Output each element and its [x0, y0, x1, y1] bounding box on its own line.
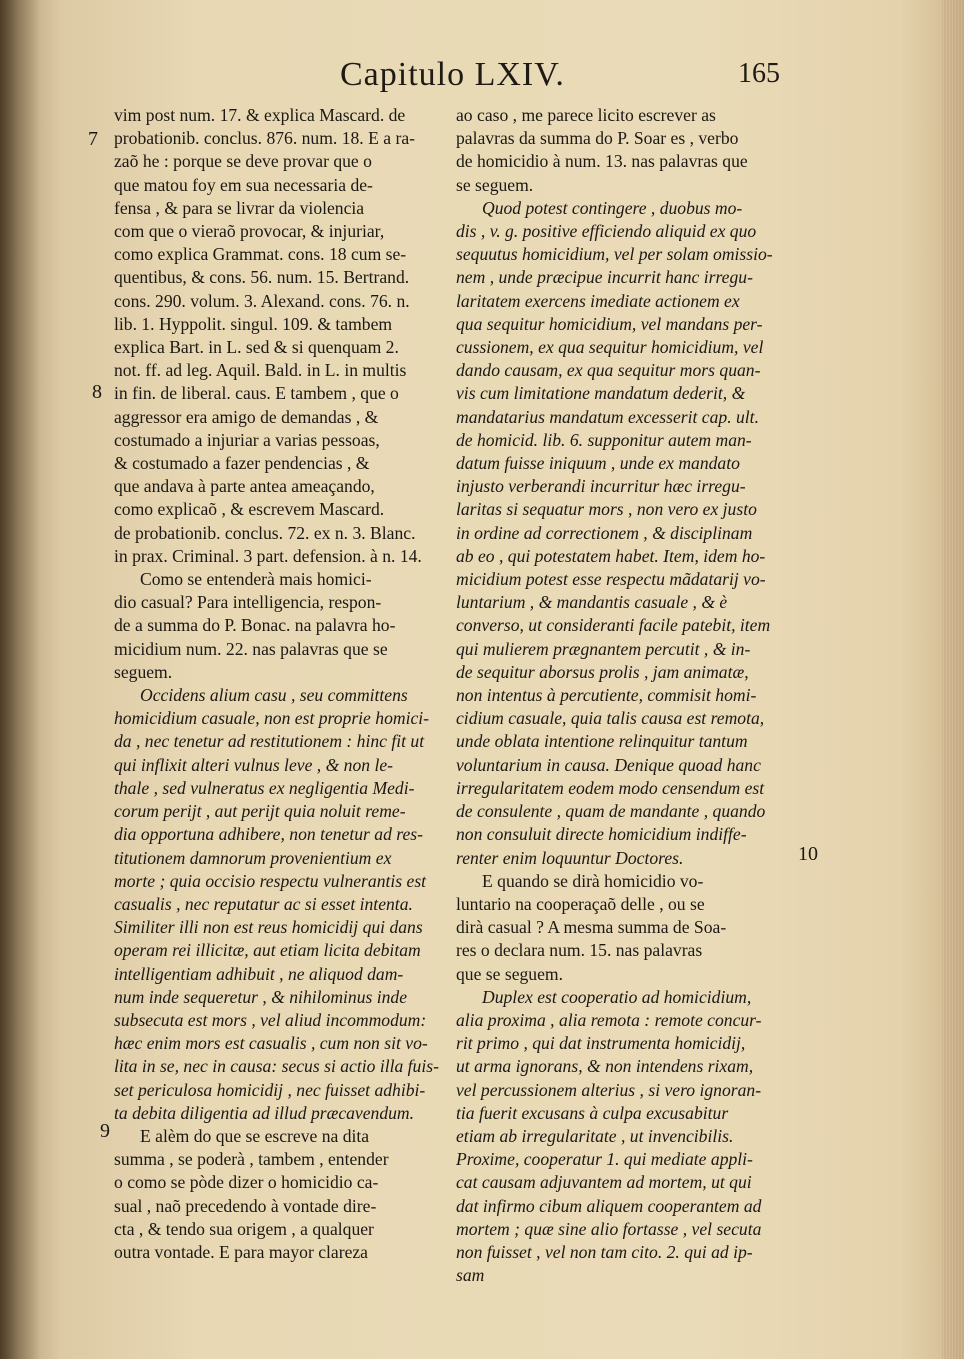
- text-line: palavras da summa do P. Soar es , verbo: [456, 128, 739, 149]
- text-line: res o declara num. 15. nas palavras: [456, 940, 703, 961]
- text-line: & costumado a fazer pendencias , &: [114, 453, 370, 474]
- text-line: de homicidio à num. 13. nas palavras que: [456, 151, 748, 172]
- text-line: de probationib. conclus. 72. ex n. 3. Blanc.: [114, 522, 416, 543]
- text-line: de consulente , quam de mandante , quando: [456, 801, 766, 822]
- text-line: que se seguem.: [456, 963, 563, 984]
- text-line: costumado a injuriar a varias pessoas,: [114, 429, 380, 450]
- text-line: como explicaõ , & escrevem Mascard.: [114, 499, 385, 520]
- text-line: de homicid. lib. 6. supponitur autem man-: [456, 429, 752, 450]
- right-column: [456, 104, 796, 1287]
- text-line: E quando se dirà homicidio vo-: [482, 870, 704, 891]
- text-line: se seguem.: [456, 174, 534, 195]
- text-line: laritas si sequatur mors , non vero ex justo: [456, 499, 757, 520]
- text-line: vim post num. 17. & explica Mascard. de: [114, 105, 406, 125]
- text-line: micidium num. 22. nas palavras que se: [114, 638, 388, 659]
- text-line: thale , sed vulneratus ex negligentia Medi-: [114, 777, 415, 798]
- text-line: Quod potest contingere , duobus mo-: [482, 197, 743, 218]
- text-line: titutionem damnorum provenientium ex: [114, 847, 392, 868]
- text-line: rit primo , qui dat instrumenta homicidij,: [456, 1033, 746, 1054]
- text-line: cat causam adjuvantem ad mortem, ut qui: [456, 1172, 752, 1193]
- text-line: seguem.: [114, 661, 173, 682]
- text-line: probationib. conclus. 876. num. 18. E a ra-: [114, 128, 415, 149]
- text-line: set periculosa homicidij , nec fuisset adhibi-: [114, 1079, 426, 1100]
- page-edge: [942, 0, 964, 1359]
- text-line: mandatarius mandatum excesserit cap. ult.: [456, 406, 759, 427]
- text-line: cta , & tendo sua origem , a qualquer: [114, 1218, 374, 1239]
- text-line: que matou foy em sua necessaria de-: [114, 174, 373, 195]
- text-line: cidium casuale, quia talis causa est remota,: [456, 708, 765, 729]
- chapter-title: Capitulo LXIV.: [340, 56, 565, 93]
- left-column: [114, 104, 444, 1264]
- text-line: in ordine ad correctionem , & disciplinam: [456, 522, 753, 543]
- text-line: luntario na cooperaçaõ delle , ou se: [456, 893, 705, 914]
- text-line: qui inflixit alteri vulnus leve , & non le-: [114, 754, 394, 775]
- text-line: lib. 1. Hyppolit. singul. 109. & tambem: [114, 313, 393, 334]
- text-line: de sequitur aborsus prolis , jam animatæ,: [456, 661, 749, 682]
- text-line: Proxime, cooperatur 1. qui mediate appli-: [456, 1149, 753, 1170]
- text-line: summa , se poderà , tambem , entender: [114, 1149, 389, 1170]
- text-line: de a summa do P. Bonac. na palavra ho-: [114, 615, 396, 636]
- text-line: ab eo , qui potestatem habet. Item, idem ho-: [456, 545, 766, 566]
- text-line: hæc enim mors est casualis , cum non sit vo-: [114, 1033, 428, 1054]
- text-line: non intentus à percutiente, commisit homi-: [456, 685, 757, 706]
- text-line: aggressor era amigo de demandas , &: [114, 406, 379, 427]
- text-line: sequutus homicidium, vel per solam omissio-: [456, 244, 773, 265]
- text-line: etiam ab irregularitate , ut invencibilis.: [456, 1125, 734, 1146]
- text-line: datum fuisse iniquum , unde ex mandato: [456, 453, 740, 474]
- text-line: Occidens alium casu , seu committens: [140, 685, 408, 706]
- text-line: laritatem exercens imediate actionem ex: [456, 290, 740, 311]
- text-line: Similiter illi non est reus homicidij qui dans: [114, 917, 423, 938]
- text-line: lita in se, nec in causa: secus si actio illa fuis-: [114, 1056, 439, 1077]
- text-line: mortem ; quæ sine alio fortasse , vel secuta: [456, 1218, 762, 1239]
- text-line: operam rei illicitæ, aut etiam licita debitam: [114, 940, 421, 961]
- text-line: ut arma ignorans, & non intendens rixam,: [456, 1056, 754, 1077]
- text-line: da , nec tenetur ad restitutionem : hinc fit ut: [114, 731, 425, 752]
- text-line: que andava à parte antea ameaçando,: [114, 476, 375, 497]
- text-line: homicidium casuale, non est proprie homici-: [114, 708, 430, 729]
- text-line: Duplex est cooperatio ad homicidium,: [482, 986, 752, 1007]
- text-line: E alèm do que se escreve na dita: [140, 1125, 370, 1146]
- text-line: in prax. Criminal. 3 part. defension. à n. 14.: [114, 545, 422, 566]
- margin-number-9: 9: [100, 1120, 110, 1142]
- text-line: dando causam, ex qua sequitur mors quan-: [456, 360, 761, 381]
- text-line: cons. 290. volum. 3. Alexand. cons. 76. n.: [114, 290, 410, 311]
- text-line: morte ; quia occisio respectu vulnerantis est: [114, 870, 427, 891]
- text-line: corum perijt , aut perijt quia noluit reme-: [114, 801, 406, 822]
- margin-number-8: 8: [92, 381, 102, 403]
- text-line: renter enim loquuntur Doctores.: [456, 847, 684, 868]
- text-line: num inde sequeretur , & nihilominus inde: [114, 986, 408, 1007]
- text-line: vis cum limitatione mandatum dederit, &: [456, 383, 746, 404]
- text-line: irregularitatem eodem modo censendum est: [456, 777, 765, 798]
- text-line: explica Bart. in L. sed & si quenquam 2.: [114, 337, 399, 358]
- text-line: voluntarium in causa. Denique quoad hanc: [456, 754, 761, 775]
- text-line: como explica Grammat. cons. 18 cum se-: [114, 244, 407, 265]
- text-line: ao caso , me parece licito escrever as: [456, 105, 716, 125]
- text-line: sual , naõ precedendo à vontade dire-: [114, 1195, 377, 1216]
- text-line: luntarium , & mandantis casuale , & è: [456, 592, 728, 613]
- text-line: non consuluit directe homicidium indiffe-: [456, 824, 747, 845]
- text-line: injusto verberandi incurritur hæc irregu-: [456, 476, 746, 497]
- text-line: qui mulierem prægnantem percutit , & in-: [456, 638, 751, 659]
- text-line: subsecuta est mors , vel aliud incommodum:: [114, 1009, 427, 1030]
- text-line: outra vontade. E para mayor clareza: [114, 1241, 368, 1262]
- text-line: intelligentiam adhibuit , ne aliquod dam-: [114, 963, 404, 984]
- text-line: micidium potest esse respectu mãdatarij vo-: [456, 569, 766, 590]
- text-line: not. ff. ad leg. Aquil. Bald. in L. in multis: [114, 360, 407, 381]
- gutter-shadow: [0, 0, 40, 1359]
- text-line: in fin. de liberal. caus. E tambem , que o: [114, 383, 399, 404]
- margin-number-7: 7: [88, 128, 98, 150]
- text-line: zaõ he : porque se deve provar que o: [114, 151, 372, 172]
- text-line: fensa , & para se livrar da violencia: [114, 197, 365, 218]
- margin-number-10: 10: [798, 843, 818, 865]
- text-line: ta debita diligentia ad illud præcavendum.: [114, 1102, 415, 1123]
- text-line: casualis , nec reputatur ac si esset intenta.: [114, 893, 413, 914]
- text-line: converso, ut consideranti facile patebit, item: [456, 615, 771, 636]
- text-line: unde oblata intentione relinquitur tantum: [456, 731, 748, 752]
- text-line: sam: [456, 1265, 485, 1286]
- text-line: qua sequitur homicidium, vel mandans per-: [456, 313, 763, 334]
- text-line: dat infirmo cibum aliquem cooperantem ad: [456, 1195, 762, 1216]
- text-line: dis , v. g. positive efficiendo aliquid ex quo: [456, 221, 757, 242]
- text-line: dio casual? Para intelligencia, respon-: [114, 592, 382, 613]
- text-line: vel percussionem alterius , si vero ignoran-: [456, 1079, 762, 1100]
- text-line: Como se entenderà mais homici-: [140, 569, 372, 590]
- text-line: non fuisset , vel non tam cito. 2. qui ad ip-: [456, 1241, 753, 1262]
- text-line: tia fuerit excusans à culpa excusabitur: [456, 1102, 729, 1123]
- text-line: quentibus, & cons. 56. num. 15. Bertrand.: [114, 267, 410, 288]
- text-line: nem , unde præcipue incurrit hanc irregu-: [456, 267, 753, 288]
- text-line: cussionem, ex qua sequitur homicidium, vel: [456, 337, 764, 358]
- text-line: o como se pòde dizer o homicidio ca-: [114, 1172, 379, 1193]
- text-line: com que o vieraõ provocar, & injuriar,: [114, 221, 385, 242]
- text-line: dia opportuna adhibere, non tenetur ad res-: [114, 824, 423, 845]
- text-line: alia proxima , alia remota : remote concur-: [456, 1009, 762, 1030]
- text-line: dirà casual ? A mesma summa de Soa-: [456, 917, 727, 938]
- page-number: 165: [738, 58, 780, 89]
